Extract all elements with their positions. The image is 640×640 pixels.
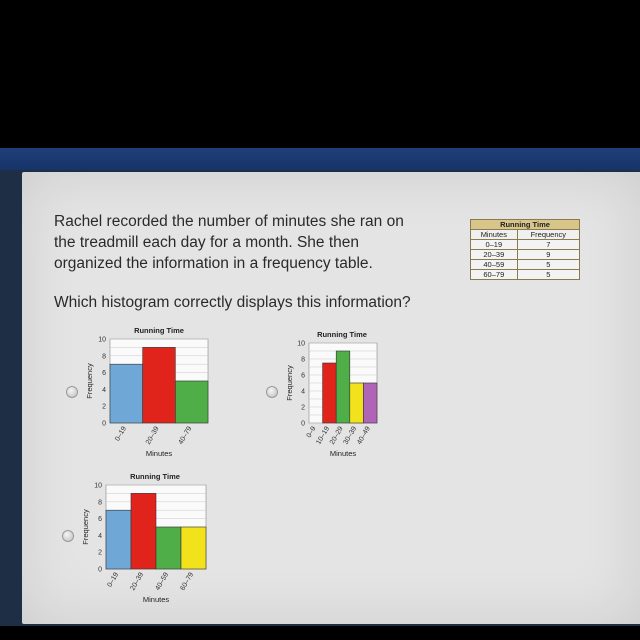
x-tick-label: 0–19 [114,425,129,443]
y-tick-label: 0 [98,566,102,574]
histogram-option-c [80,470,220,610]
histogram-bar [143,347,176,423]
table-cell-minutes: 60–79 [471,270,518,280]
histogram-bar [106,510,131,569]
table-row [471,250,580,260]
table-cell-frequency: 5 [517,260,579,270]
histogram-bar [156,527,181,569]
x-tick-label: 0–9 [305,425,318,440]
x-tick-label: 40–59 [154,571,171,592]
question-line: organized the information in a frequency table. [54,255,373,272]
answer-option-c-radio[interactable] [62,530,74,542]
table-row [471,270,580,280]
y-tick-label: 2 [102,403,106,411]
x-tick-label: 30–39 [342,425,359,446]
y-tick-label: 8 [301,356,305,364]
chart-title: Running Time [317,330,367,339]
question-text [54,211,454,274]
histogram-bar [363,383,377,423]
bottom-edge [0,626,640,640]
answer-option-b-radio[interactable] [266,386,278,398]
y-tick-label: 8 [98,499,102,507]
histogram-bar [323,363,337,423]
frequency-table [470,219,580,280]
y-tick-label: 0 [301,420,305,428]
table-header-frequency: Frequency [517,230,579,240]
y-tick-label: 6 [301,372,305,380]
y-tick-label: 4 [102,386,106,394]
x-tick-label: 40–79 [177,425,194,446]
y-tick-label: 0 [102,420,106,428]
x-tick-label: 60–79 [179,571,196,592]
table-cell-frequency: 7 [517,240,579,250]
y-tick-label: 8 [102,353,106,361]
y-tick-label: 6 [98,516,102,524]
chart-title: Running Time [134,326,184,335]
histogram-svg [80,470,220,610]
histogram-bar [350,383,364,423]
table-header-minutes: Minutes [471,230,518,240]
histogram-bar [110,364,143,423]
histogram-bar [181,527,206,569]
table-cell-minutes: 20–39 [471,250,518,260]
x-tick-label: 20–29 [328,425,345,446]
chart-title: Running Time [130,472,180,481]
y-axis-title: Frequency [285,365,294,401]
x-tick-label: 20–39 [144,425,161,446]
table-cell-frequency: 9 [517,250,579,260]
y-tick-label: 4 [98,532,102,540]
table-cell-minutes: 40–59 [471,260,518,270]
x-axis-title: Minutes [329,449,357,458]
table-caption: Running Time [471,220,580,230]
histogram-option-b [284,328,394,468]
x-tick-label: 10–19 [315,425,332,446]
x-tick-label: 40–49 [356,425,372,446]
y-axis-title: Frequency [85,363,94,399]
x-tick-label: 0–19 [106,571,121,589]
y-tick-label: 10 [297,340,305,348]
y-tick-label: 10 [94,482,102,490]
question-line: Rachel recorded the number of minutes she ran on [54,213,404,230]
window-top-bar [0,148,640,170]
y-tick-label: 4 [301,388,305,396]
question-prompt: Which histogram correctly displays this information? [54,294,411,311]
histogram-svg [84,324,224,464]
y-axis-title: Frequency [81,509,90,545]
y-tick-label: 2 [301,404,305,412]
table-row [471,240,580,250]
question-line: the treadmill each day for a month. She then [54,234,360,251]
x-axis-title: Minutes [142,595,170,604]
y-tick-label: 2 [98,549,102,557]
table-row [471,260,580,270]
table-cell-frequency: 5 [517,270,579,280]
x-tick-label: 20–39 [129,571,146,592]
histogram-bar [131,493,156,569]
x-axis-title: Minutes [145,449,173,458]
histogram-bar [336,351,350,423]
histogram-option-a [84,324,224,464]
histogram-svg [284,328,394,468]
y-tick-label: 10 [98,336,106,344]
histogram-bar [175,381,208,423]
y-tick-label: 6 [102,370,106,378]
answer-option-a-radio[interactable] [66,386,78,398]
table-cell-minutes: 0–19 [471,240,518,250]
